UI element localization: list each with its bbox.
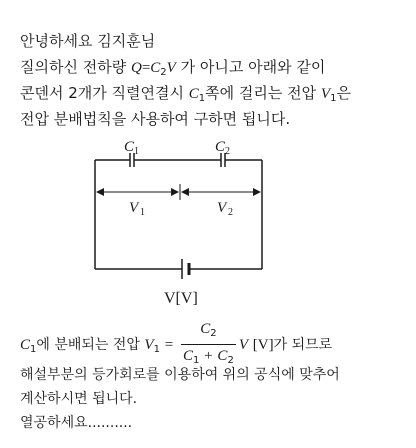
subscript-2: 2: [160, 67, 167, 78]
formula-lhs: V: [144, 337, 154, 353]
formula-post-text: 가 되므로: [273, 337, 333, 353]
text-line-6: 계산하시면 됩니다.: [20, 391, 138, 407]
formula-rhs-v: V: [238, 337, 248, 353]
arrowhead-v1-left: [96, 188, 104, 196]
equals-sign: =: [141, 60, 151, 76]
line2-post: 은: [336, 84, 351, 102]
label-c1: C: [124, 139, 135, 155]
symbol-c1: C: [188, 86, 199, 102]
label-v2: V: [217, 200, 227, 216]
subscript-v1: 1: [330, 93, 337, 104]
numerator-sub: 2: [210, 328, 217, 339]
arrowhead-v1-right: [171, 188, 179, 196]
line1-pre: 질의하신 전하량: [20, 58, 131, 76]
formula-lhs-sub: 1: [153, 344, 160, 355]
label-v2-sub: 2: [228, 207, 233, 218]
line2-pre: 콘덴서 2개가 직렬연결시: [20, 84, 189, 102]
arrowhead-v2-right: [253, 188, 261, 196]
denominator-c2: C: [217, 348, 228, 364]
formula-pre-text: 에 분배되는 전압: [36, 337, 145, 353]
symbol-q: Q: [130, 60, 142, 76]
denominator-c1: C: [183, 348, 194, 364]
symbol-v1: V: [320, 86, 331, 102]
denominator-c2-sub: 2: [227, 355, 234, 366]
subscript-1: 1: [198, 93, 206, 104]
label-c1-sub: 1: [134, 146, 139, 157]
closing: 열공하세요..........: [20, 415, 133, 431]
symbol-v: V: [166, 60, 176, 76]
line2-mid: 쪽에 걸리는 전압: [205, 84, 321, 102]
greeting: 안녕하세요 김지훈님: [20, 32, 156, 50]
arrowhead-v2-left: [181, 188, 189, 196]
text-line-3: 전압 분배법칙을 사용하여 구하면 됩니다.: [20, 110, 291, 128]
formula-c1-sub: 1: [30, 344, 37, 355]
label-v1-sub: 1: [140, 207, 145, 218]
formula-c1: C: [20, 337, 31, 353]
label-c2: C: [215, 139, 226, 155]
line1-post: 가 아니고 아래와 같이: [175, 58, 326, 76]
denominator-plus: +: [204, 348, 213, 364]
text-line-5: 해설부분의 등가회로를 이용하여 위의 공식에 맞추어: [20, 367, 340, 383]
formula-numerator: [181, 318, 236, 345]
denominator-c1-sub: 1: [193, 355, 200, 366]
formula-unit: [V]: [252, 337, 274, 353]
label-source-voltage: V[V]: [164, 290, 198, 307]
numerator-c: C: [200, 321, 211, 337]
label-c2-sub: 2: [225, 146, 230, 157]
symbol-c: C: [150, 60, 161, 76]
formula-equals: =: [164, 337, 174, 353]
label-v1: V: [129, 200, 139, 216]
